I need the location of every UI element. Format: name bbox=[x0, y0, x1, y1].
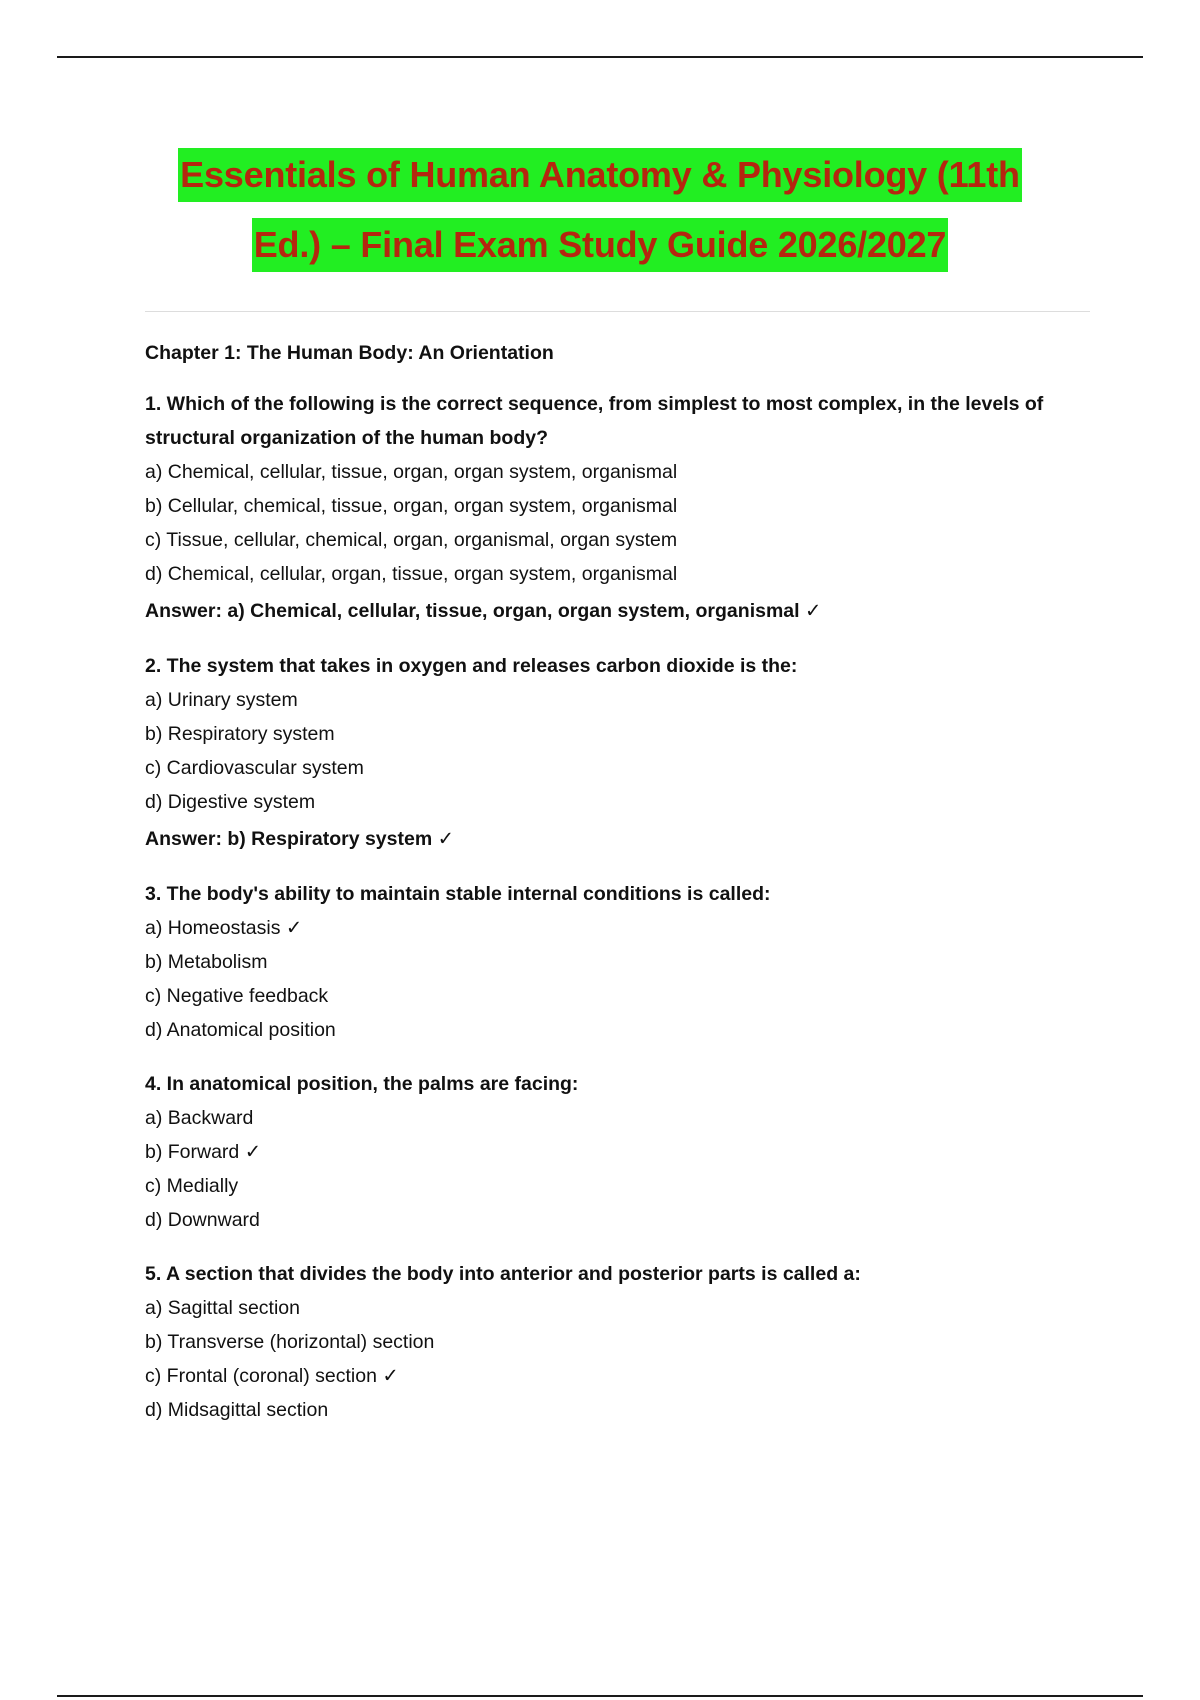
question-text: 5. A section that divides the body into anterior and posterior parts is called a: bbox=[145, 1263, 861, 1285]
question-text: 3. The body's ability to maintain stable internal conditions is called: bbox=[145, 883, 771, 905]
question-text: 2. The system that takes in oxygen and releases carbon dioxide is the: bbox=[145, 655, 798, 677]
answer-line: Answer: a) Chemical, cellular, tissue, organ, organ system, organismal ✓ bbox=[145, 600, 822, 622]
option-c: c) Medially bbox=[145, 1175, 239, 1197]
question-text: 4. In anatomical position, the palms are facing: bbox=[145, 1073, 579, 1095]
document-title bbox=[100, 144, 1100, 284]
document-body bbox=[145, 338, 1090, 1447]
option-c: c) Tissue, cellular, chemical, organ, organismal, organ system bbox=[145, 529, 678, 551]
option-d: d) Chemical, cellular, organ, tissue, organ system, organismal bbox=[145, 563, 678, 585]
option-b: b) Metabolism bbox=[145, 951, 268, 973]
option-d: d) Downward bbox=[145, 1209, 260, 1231]
question-2 bbox=[145, 649, 1090, 857]
option-a: a) Chemical, cellular, tissue, organ, organ system, organismal bbox=[145, 461, 678, 483]
option-a: a) Sagittal section bbox=[145, 1297, 301, 1319]
page-top-rule bbox=[57, 56, 1143, 58]
option-c: c) Negative feedback bbox=[145, 985, 329, 1007]
option-d: d) Midsagittal section bbox=[145, 1399, 329, 1421]
option-c: c) Cardiovascular system bbox=[145, 757, 364, 779]
chapter-heading: Chapter 1: The Human Body: An Orientation bbox=[145, 342, 554, 364]
option-d: d) Digestive system bbox=[145, 791, 316, 813]
option-b: b) Transverse (horizontal) section bbox=[145, 1331, 435, 1353]
option-d: d) Anatomical position bbox=[145, 1019, 336, 1041]
title-divider bbox=[145, 311, 1090, 312]
title-line-2: Ed.) – Final Exam Study Guide 2026/2027 bbox=[252, 218, 948, 272]
option-b: b) Forward ✓ bbox=[145, 1141, 262, 1163]
question-1 bbox=[145, 387, 1090, 629]
option-a: a) Homeostasis ✓ bbox=[145, 917, 303, 939]
page-bottom-rule bbox=[57, 1695, 1143, 1697]
answer-line: Answer: b) Respiratory system ✓ bbox=[145, 828, 454, 850]
option-b: b) Cellular, chemical, tissue, organ, organ system, organismal bbox=[145, 495, 678, 517]
option-c: c) Frontal (coronal) section ✓ bbox=[145, 1365, 399, 1387]
title-line-1: Essentials of Human Anatomy & Physiology (11th bbox=[178, 148, 1022, 202]
option-a: a) Urinary system bbox=[145, 689, 298, 711]
question-text: 1. Which of the following is the correct sequence, from simplest to most complex, in the levels of structural organization of the human body? bbox=[145, 393, 1044, 449]
question-5 bbox=[145, 1257, 1090, 1427]
question-4 bbox=[145, 1067, 1090, 1237]
option-a: a) Backward bbox=[145, 1107, 254, 1129]
option-b: b) Respiratory system bbox=[145, 723, 335, 745]
question-3 bbox=[145, 877, 1090, 1047]
